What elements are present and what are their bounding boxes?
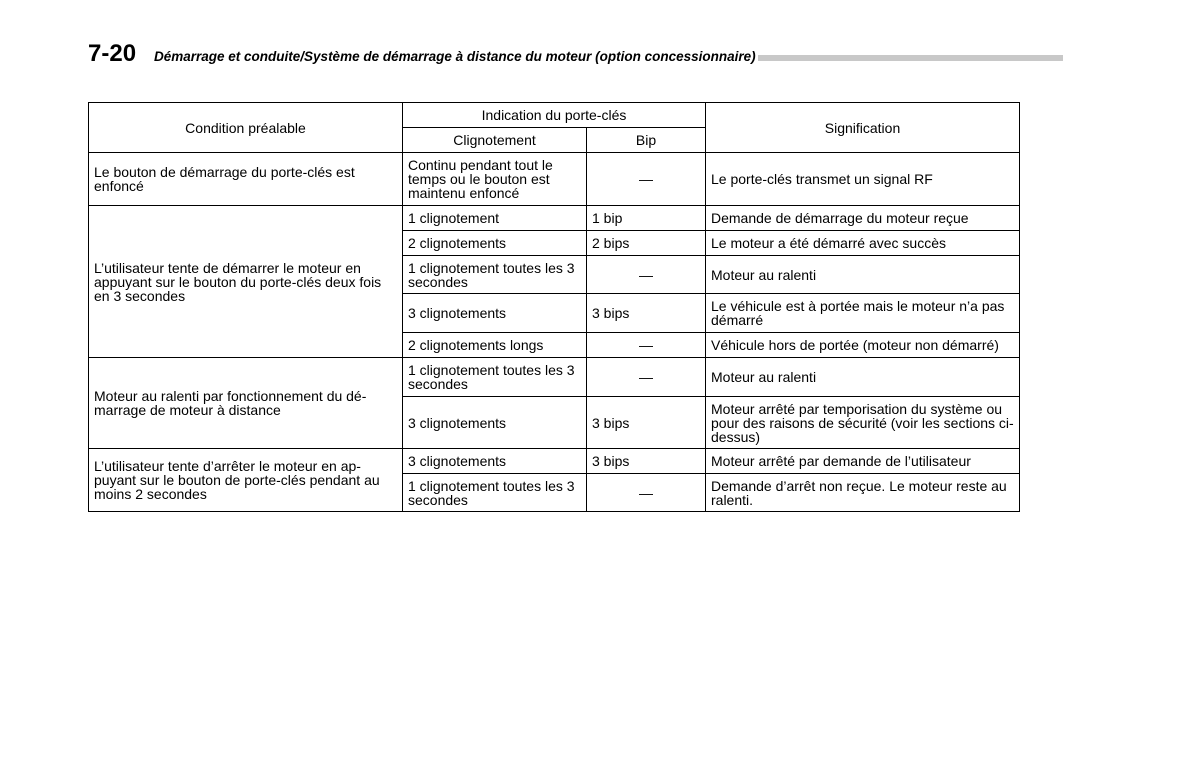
bip-cell: 2 bips (587, 231, 706, 256)
clignotement-cell: 3 clignotements (403, 397, 587, 449)
signification-cell: Le véhicule est à portée mais le moteur n’a pas démarré (706, 294, 1020, 333)
bip-cell: — (587, 333, 706, 358)
signification-cell: Moteur au ralenti (706, 256, 1020, 294)
table-row (89, 206, 1020, 231)
clignotement-cell: 1 clignotement toutes les 3 secondes (403, 256, 587, 294)
clignotement-cell: 3 clignotements (403, 449, 587, 474)
bip-cell: — (587, 474, 706, 512)
page-number: 7-20 (88, 40, 137, 67)
table-row (89, 153, 1020, 206)
remote-start-indication-table (88, 102, 1020, 512)
signification-cell: Demande de démarrage du moteur reçue (706, 206, 1020, 231)
bip-cell: 3 bips (587, 294, 706, 333)
signification-cell: Moteur arrêté par demande de l’utilisateur (706, 449, 1020, 474)
header-indication: Indication du porte-clés (403, 103, 706, 128)
table-row (89, 449, 1020, 474)
signification-cell: Moteur au ralenti (706, 358, 1020, 397)
bip-cell: 1 bip (587, 206, 706, 231)
header-signification: Signification (706, 103, 1020, 153)
table-row (89, 358, 1020, 397)
clignotement-cell: Continu pendant tout le temps ou le bouton est maintenu enfoncé (403, 153, 587, 206)
signification-cell: Le moteur a été démarré avec succès (706, 231, 1020, 256)
bip-cell: 3 bips (587, 449, 706, 474)
condition-cell: Moteur au ralenti par fonctionnement du démarrage de moteur à distance (89, 358, 403, 449)
clignotement-cell: 1 clignotement toutes les 3 secondes (403, 474, 587, 512)
condition-cell: Le bouton de démarrage du porte-clés est enfoncé (89, 153, 403, 206)
condition-cell: L’utilisateur tente d’arrêter le moteur en appuyant sur le bouton de porte-clés pendant au moins 2 secondes (89, 449, 403, 512)
clignotement-cell: 1 clignotement (403, 206, 587, 231)
signification-cell: Véhicule hors de portée (moteur non démarré) (706, 333, 1020, 358)
clignotement-cell: 1 clignotement toutes les 3 secondes (403, 358, 587, 397)
bip-cell: 3 bips (587, 397, 706, 449)
condition-cell: L’utilisateur tente de démarrer le moteur en appuyant sur le bouton du porte-clés deux fois en 3 secondes (89, 206, 403, 358)
bip-cell: — (587, 256, 706, 294)
bip-cell: — (587, 153, 706, 206)
clignotement-cell: 3 clignotements (403, 294, 587, 333)
header-bip: Bip (587, 128, 706, 153)
section-title: Démarrage et conduite/Système de démarrage à distance du moteur (option concessionnaire) (154, 49, 756, 64)
header-condition: Condition préalable (89, 103, 403, 153)
signification-cell: Le porte-clés transmet un signal RF (706, 153, 1020, 206)
header-clignotement: Clignotement (403, 128, 587, 153)
clignotement-cell: 2 clignotements (403, 231, 587, 256)
clignotement-cell: 2 clignotements longs (403, 333, 587, 358)
signification-cell: Demande d’arrêt non reçue. Le moteur reste au ralenti. (706, 474, 1020, 512)
signification-cell: Moteur arrêté par temporisation du système ou pour des raisons de sécurité (voir les sections ci-dessus) (706, 397, 1020, 449)
bip-cell: — (587, 358, 706, 397)
